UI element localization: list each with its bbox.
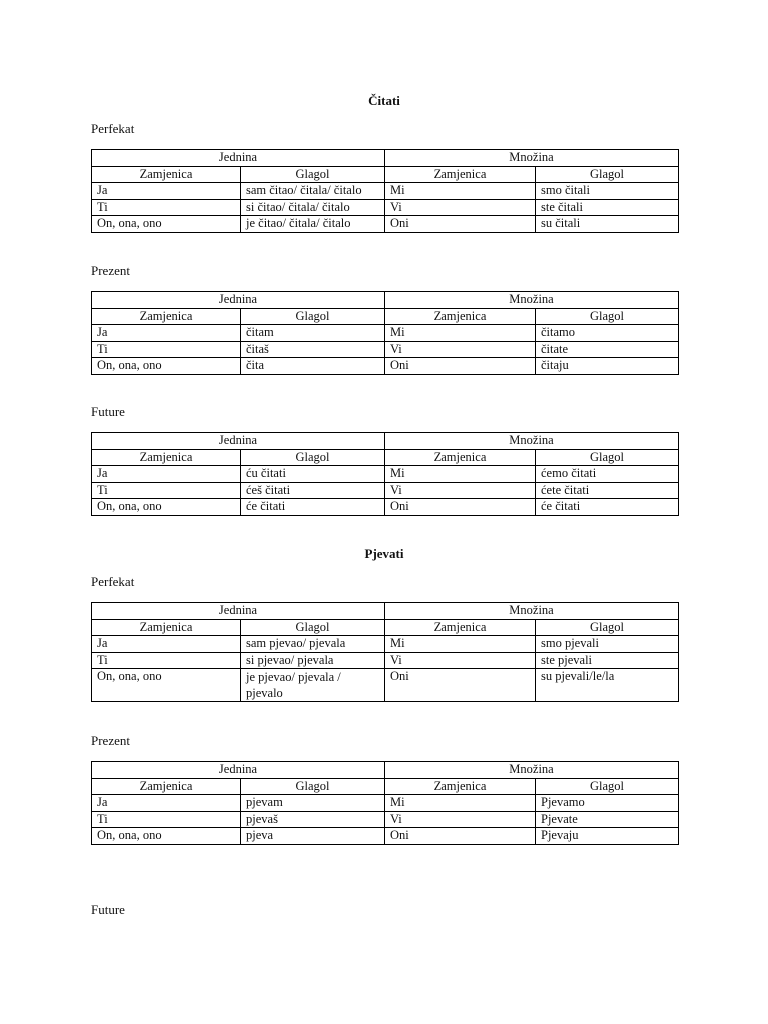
table-row [92,636,679,653]
column-header: Zamjenica [385,166,536,183]
table-cell: čitaš [241,341,385,358]
table-cell: čitamo [536,325,679,342]
table-cell: Oni [385,216,536,233]
table-cell: Oni [385,669,536,702]
table-cell: ste čitali [536,199,679,216]
column-header: Glagol [241,308,385,325]
table-cell: Ti [92,341,241,358]
group-header-singular: Jednina [92,150,385,167]
table-row [92,669,679,702]
group-header-plural: Množina [385,292,679,309]
table-cell: je čitao/ čitala/ čitalo [241,216,385,233]
table-cell: On, ona, ono [92,669,241,702]
tense-label-prezent: Prezent [91,733,130,748]
table-cell: sam pjevao/ pjevala [241,636,385,653]
table-row [92,325,679,342]
table-cell: čitate [536,341,679,358]
column-header: Glagol [536,308,679,325]
table-cell: Vi [385,811,536,828]
table-row [92,811,679,828]
column-header: Glagol [536,166,679,183]
table-cell: ćemo čitati [536,466,679,483]
group-header-singular: Jednina [92,433,385,450]
table-cell: Ti [92,199,241,216]
group-header-singular: Jednina [92,603,385,620]
table-row [92,828,679,845]
table-cell: ćeš čitati [241,482,385,499]
table-cell: pjeva [241,828,385,845]
column-header: Glagol [241,778,385,795]
conjugation-table-pjevati-prezent [91,761,679,845]
column-header: Glagol [241,619,385,636]
column-header: Zamjenica [92,619,241,636]
table-row [92,341,679,358]
table-cell: Mi [385,325,536,342]
table-cell: Ti [92,811,241,828]
table-row [92,466,679,483]
table-cell: Mi [385,636,536,653]
conjugation-table-pjevati-perfekat [91,602,679,702]
table-cell: ćete čitati [536,482,679,499]
column-header: Zamjenica [92,308,241,325]
table-cell: Pjevaju [536,828,679,845]
table-cell: Ja [92,795,241,812]
table-row [92,216,679,233]
tense-label-perfekat: Perfekat [91,574,135,589]
table-row [92,652,679,669]
table-cell: si pjevao/ pjevala [241,652,385,669]
table-row [92,199,679,216]
table-cell: smo čitali [536,183,679,200]
table-row [92,795,679,812]
table-cell: Vi [385,652,536,669]
column-header: Zamjenica [385,308,536,325]
table-cell: čita [241,358,385,375]
column-header: Zamjenica [92,166,241,183]
group-header-singular: Jednina [92,292,385,309]
conjugation-table-citati-future [91,432,679,516]
table-cell: Mi [385,795,536,812]
table-cell: su čitali [536,216,679,233]
column-header: Glagol [536,619,679,636]
table-cell: Ti [92,652,241,669]
table-cell: Ja [92,636,241,653]
table-cell: Oni [385,828,536,845]
table-cell: je pjevao/ pjevala / pjevalo [241,669,385,702]
group-header-plural: Množina [385,762,679,779]
table-cell: čitam [241,325,385,342]
column-header: Zamjenica [92,778,241,795]
table-cell: čitaju [536,358,679,375]
column-header: Glagol [241,449,385,466]
table-cell: će čitati [241,499,385,516]
table-row [92,358,679,375]
group-header-singular: Jednina [92,762,385,779]
table-cell: smo pjevali [536,636,679,653]
table-cell: On, ona, ono [92,358,241,375]
column-header: Zamjenica [92,449,241,466]
table-cell: On, ona, ono [92,216,241,233]
column-header: Zamjenica [385,619,536,636]
table-cell: sam čitao/ čitala/ čitalo [241,183,385,200]
table-cell: Ti [92,482,241,499]
column-header: Glagol [536,778,679,795]
table-cell: Pjevamo [536,795,679,812]
verb-title-citati: Čitati [368,93,400,108]
table-cell: Vi [385,199,536,216]
tense-label-future: Future [91,404,125,419]
verb-title-pjevati: Pjevati [364,546,404,561]
table-cell: Oni [385,499,536,516]
table-cell: Ja [92,466,241,483]
column-header: Zamjenica [385,449,536,466]
tense-label-future: Future [91,902,125,917]
conjugation-table-citati-prezent [91,291,679,375]
table-cell: si čitao/ čitala/ čitalo [241,199,385,216]
column-header: Glagol [536,449,679,466]
table-cell: Pjevate [536,811,679,828]
table-cell: ću čitati [241,466,385,483]
column-header: Glagol [241,166,385,183]
table-cell: su pjevali/le/la [536,669,679,702]
table-row [92,183,679,200]
table-cell: Ja [92,183,241,200]
table-cell: Vi [385,482,536,499]
conjugation-table-citati-perfekat [91,149,679,233]
table-cell: On, ona, ono [92,828,241,845]
table-cell: Vi [385,341,536,358]
table-cell: On, ona, ono [92,499,241,516]
table-cell: Mi [385,466,536,483]
group-header-plural: Množina [385,150,679,167]
table-cell: ste pjevali [536,652,679,669]
table-cell: Mi [385,183,536,200]
table-row [92,482,679,499]
tense-label-perfekat: Perfekat [91,121,135,136]
table-cell: Ja [92,325,241,342]
column-header: Zamjenica [385,778,536,795]
group-header-plural: Množina [385,433,679,450]
table-cell: pjevaš [241,811,385,828]
table-cell: će čitati [536,499,679,516]
table-cell: pjevam [241,795,385,812]
table-row [92,499,679,516]
group-header-plural: Množina [385,603,679,620]
table-cell: Oni [385,358,536,375]
tense-label-prezent: Prezent [91,263,130,278]
